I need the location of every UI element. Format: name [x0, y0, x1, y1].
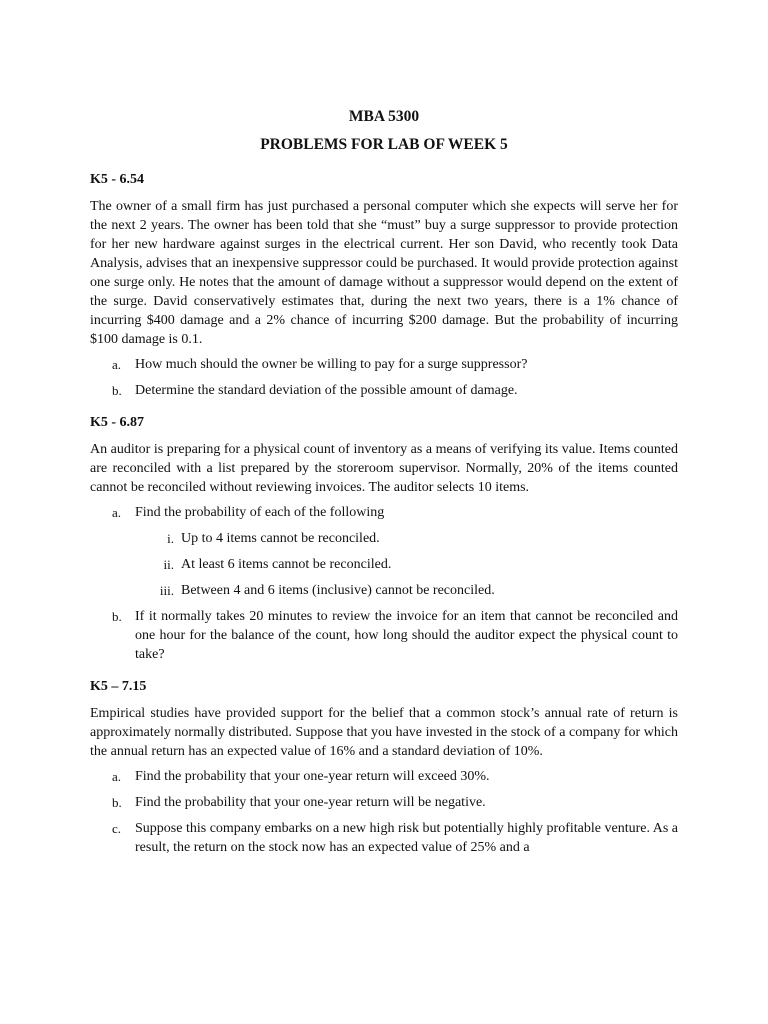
sub-list-item [90, 581, 678, 600]
list-item [90, 355, 678, 374]
list-item [90, 503, 678, 522]
list-item-text: Determine the standard deviation of the possible amount of damage. [135, 383, 518, 398]
sub-list-item-text: Between 4 and 6 items (inclusive) cannot be reconciled. [181, 583, 495, 598]
list-item-text: Find the probability that your one-year return will exceed 30%. [135, 769, 490, 784]
list-item [90, 767, 678, 786]
sub-list-item-text: At least 6 items cannot be reconciled. [181, 557, 392, 572]
list-item-text: Find the probability of each of the following [135, 505, 385, 520]
sub-list-marker: i. [167, 531, 174, 546]
sub-list-item [90, 529, 678, 548]
sub-list-marker: ii. [163, 557, 174, 572]
sub-list-item-text: Up to 4 items cannot be reconciled. [181, 531, 380, 546]
sub-list-item [90, 555, 678, 574]
lab-title: PROBLEMS FOR LAB OF WEEK 5 [260, 136, 508, 153]
list-marker: a. [112, 769, 122, 784]
list-item-text: If it normally takes 20 minutes to review the invoice for an item that cannot be reconciled and one hour for the balance of the count, how long should the auditor expect the physical count to take? [135, 609, 678, 662]
question-list [90, 355, 678, 400]
course-title: MBA 5300 [348, 108, 420, 125]
sub-list-marker: iii. [159, 583, 174, 598]
question-list [90, 503, 678, 522]
list-item [90, 793, 678, 812]
problem-paragraph: Empirical studies have provided support for the belief that a common stock’s annual rate of return is approximately normally distributed. Suppose that you have invested in the stock of a company for which the annual return has an expected value of 16% and a standard deviation of 10%. [90, 706, 678, 759]
list-marker: b. [112, 795, 122, 810]
sub-question-list [90, 529, 678, 600]
problem-paragraph: The owner of a small firm has just purchased a personal computer which she expects will serve her for the next 2 years. The owner has been told that she “must” buy a surge suppressor to provide protection for her new hardware against surges in the electrical current. Her son David, who recently took Data Analysis, advises that an inexpensive suppressor could be purchased. It would provide protection against one surge only. He notes that the amount of damage without a suppressor would depend on the extent of the surge. David conservatively estimates that, during the next two years, there is a 1% chance of incurring $400 damage and a 2% chance of incurring $200 damage. But the probability of incurring $100 damage is 0.1. [90, 199, 678, 347]
list-marker: b. [112, 609, 122, 624]
section-heading: K5 – 7.15 [90, 679, 147, 694]
list-marker: a. [112, 505, 122, 520]
list-marker: b. [112, 383, 122, 398]
problem-paragraph: An auditor is preparing for a physical count of inventory as a means of verifying its value. Items counted are reconciled with a list prepared by the storeroom supervisor. Normally, 20% of the items counted cannot be reconciled without reviewing invoices. The auditor selects 10 items. [90, 442, 678, 495]
section-heading: K5 - 6.54 [90, 172, 145, 187]
list-marker: c. [112, 821, 122, 836]
list-item-text: How much should the owner be willing to pay for a surge suppressor? [135, 357, 528, 372]
question-list [90, 767, 678, 857]
list-item-text: Find the probability that your one-year return will be negative. [135, 795, 486, 810]
list-item [90, 819, 678, 857]
list-item [90, 381, 678, 400]
question-list [90, 607, 678, 664]
list-item [90, 607, 678, 664]
list-marker: a. [112, 357, 122, 372]
list-item-text: Suppose this company embarks on a new high risk but potentially highly profitable venture. As a result, the return on the stock now has an expected value of 25% and a [135, 821, 678, 855]
section-heading: K5 - 6.87 [90, 415, 145, 430]
